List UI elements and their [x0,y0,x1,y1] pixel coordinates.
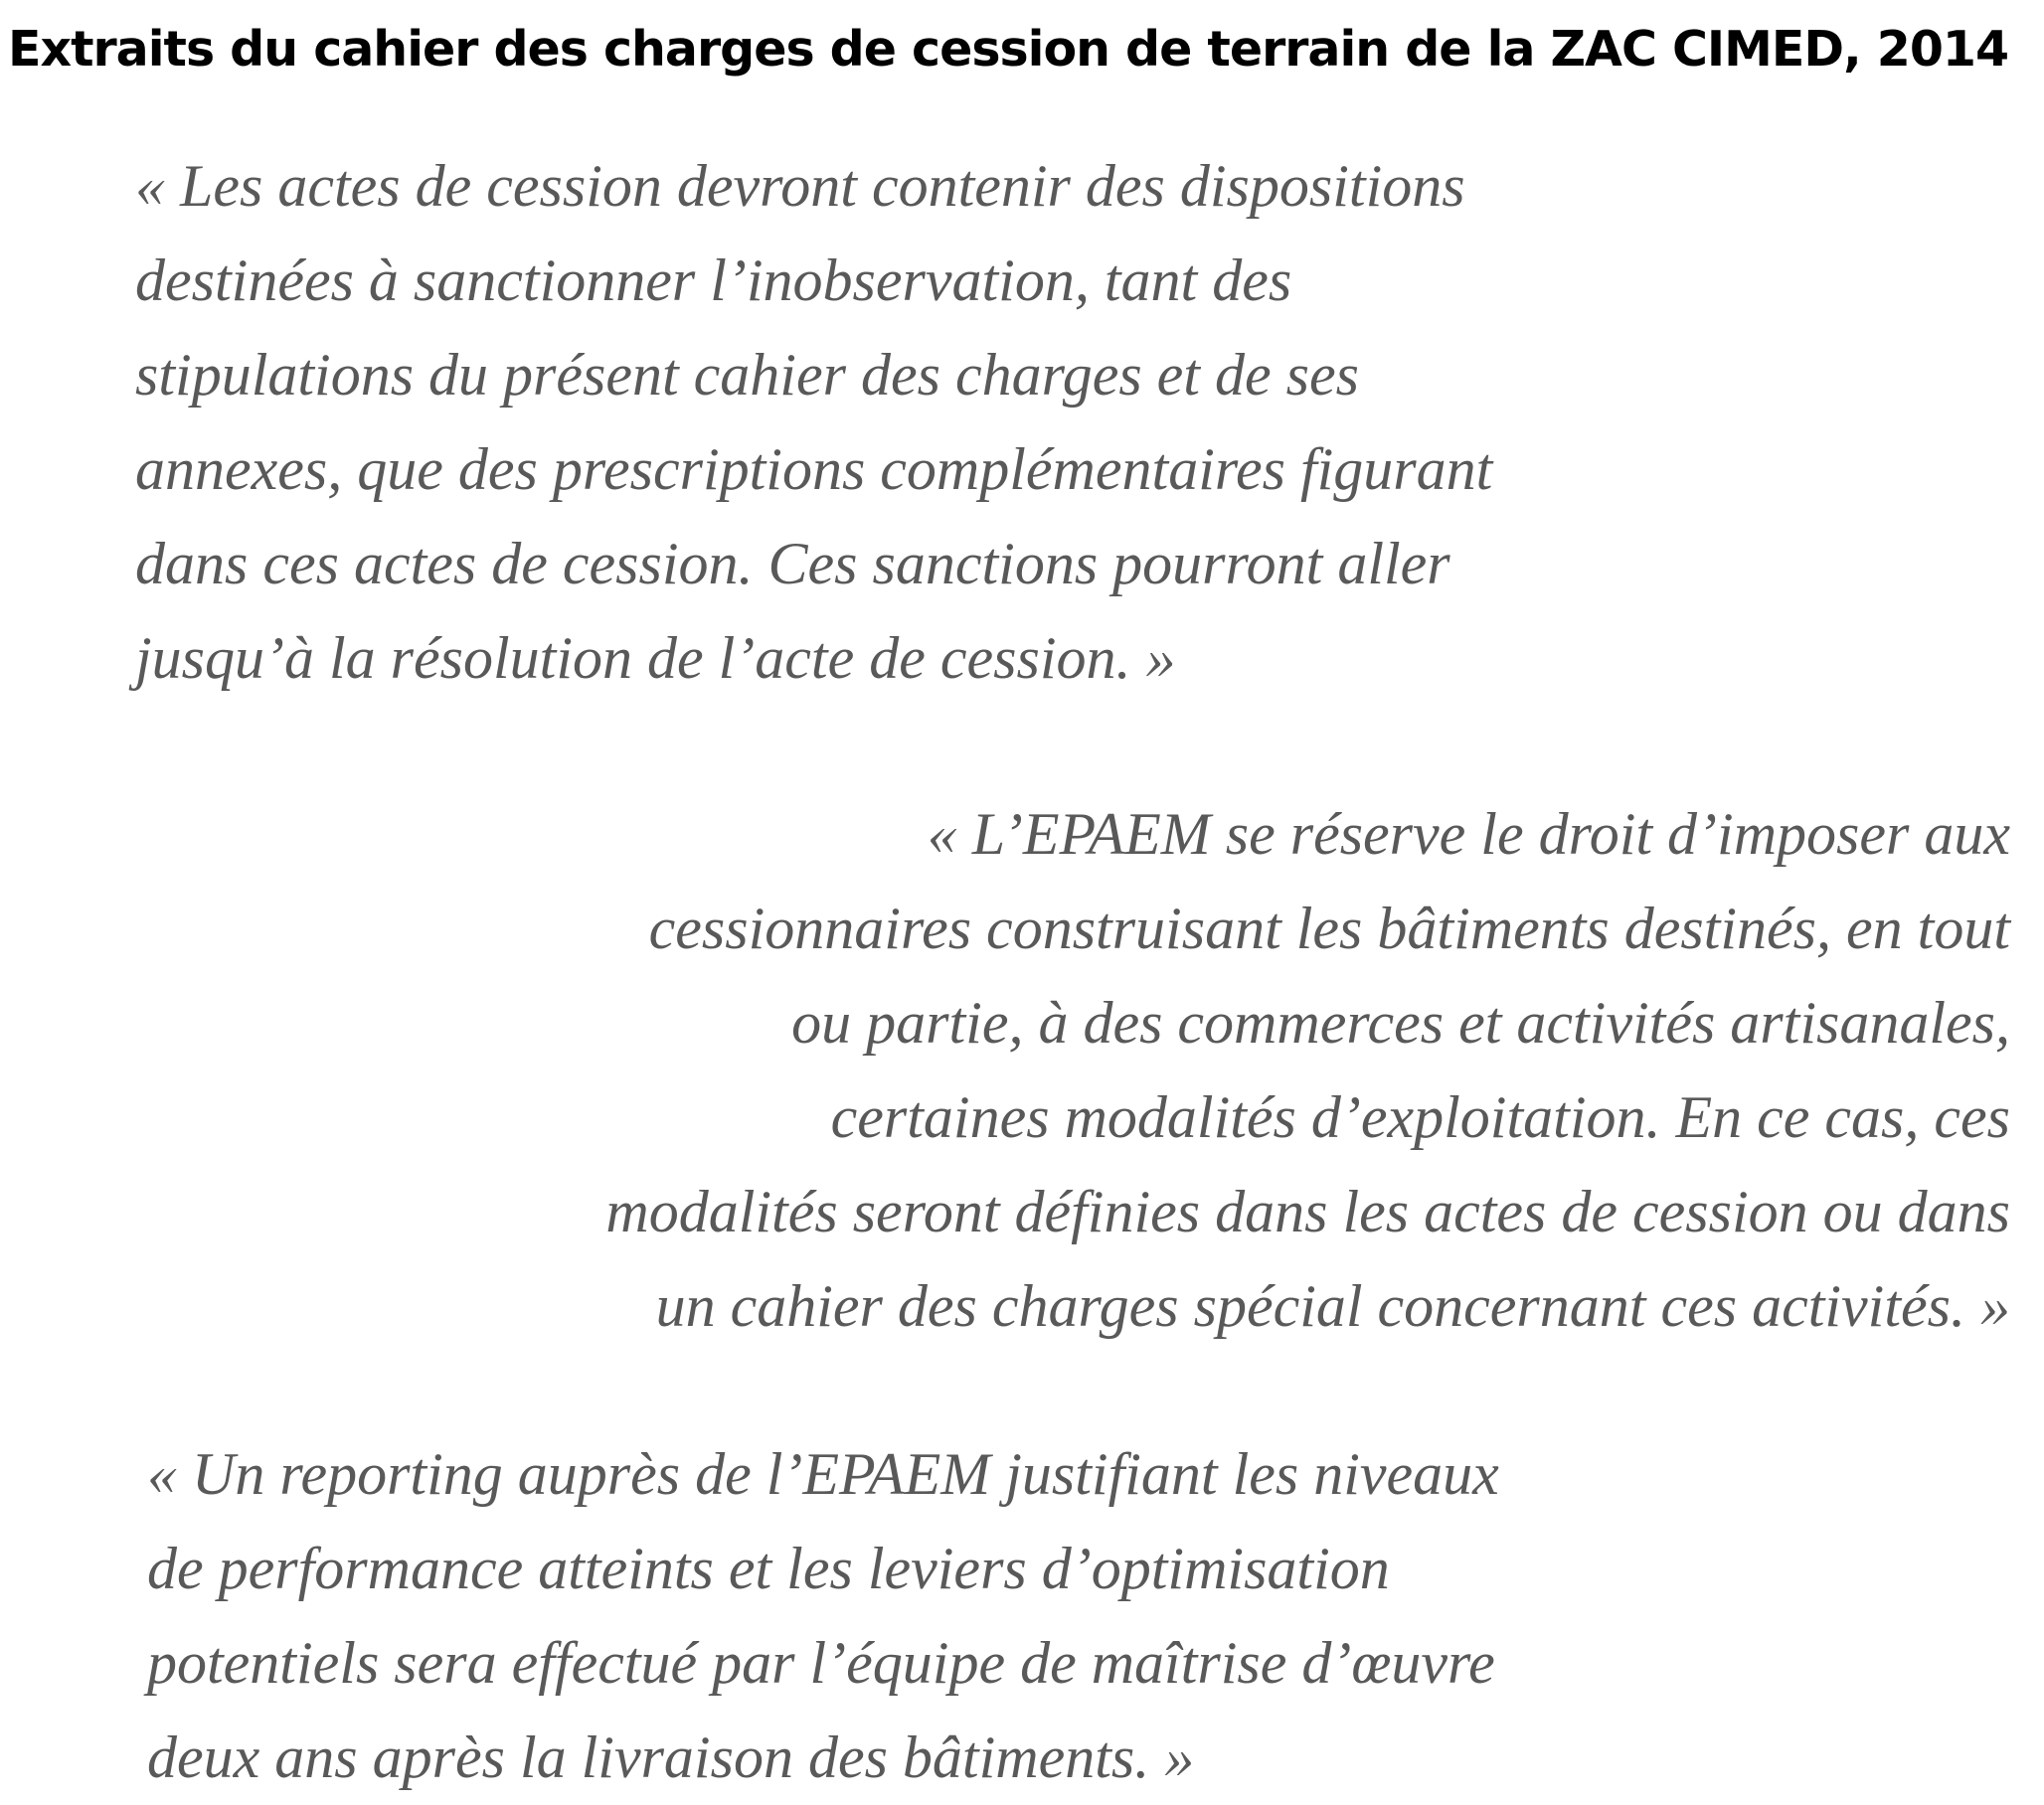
quote-line: potentiels sera effectué par l’équipe de maîtrise d’œuvre [147,1630,1495,1696]
quote-reporting [147,1427,1499,1805]
quote-line: ou partie, à des commerces et activités artisanales, [791,990,2010,1056]
quote-line: « Les actes de cession devront contenir des dispositions [135,153,1465,219]
quote-line: « L’EPAEM se réserve le droit d’imposer aux [927,801,2010,867]
quote-line: jusqu’à la résolution de l’acte de cession. » [135,625,1176,691]
quote-line: dans ces actes de cession. Ces sanctions pourront aller [135,531,1450,596]
quote-line: stipulations du présent cahier des charges et de ses [135,342,1359,408]
quote-line: « Un reporting auprès de l’EPAEM justifiant les niveaux [147,1441,1499,1507]
quote-line: un cahier des charges spécial concernant ces activités. » [655,1273,2010,1339]
quote-sanctions [135,139,1492,706]
quote-line: annexes, que des prescriptions complémentaires figurant [135,436,1493,502]
page-title: Extraits du cahier des charges de cession de terrain de la ZAC CIMED, 2014 [8,21,2009,78]
quote-line: certaines modalités d’exploitation. En ce cas, ces [830,1084,2010,1150]
quote-line: deux ans après la livraison des bâtiments. » [147,1724,1195,1790]
quote-line: de performance atteints et les leviers d’optimisation [147,1536,1390,1601]
quote-line: destinées à sanctionner l’inobservation, tant des [135,247,1292,313]
quote-exploitation [605,787,2010,1354]
quote-line: modalités seront définies dans les actes de cession ou dans [605,1179,2010,1244]
quote-line: cessionnaires construisant les bâtiments destinés, en tout [648,896,2010,961]
